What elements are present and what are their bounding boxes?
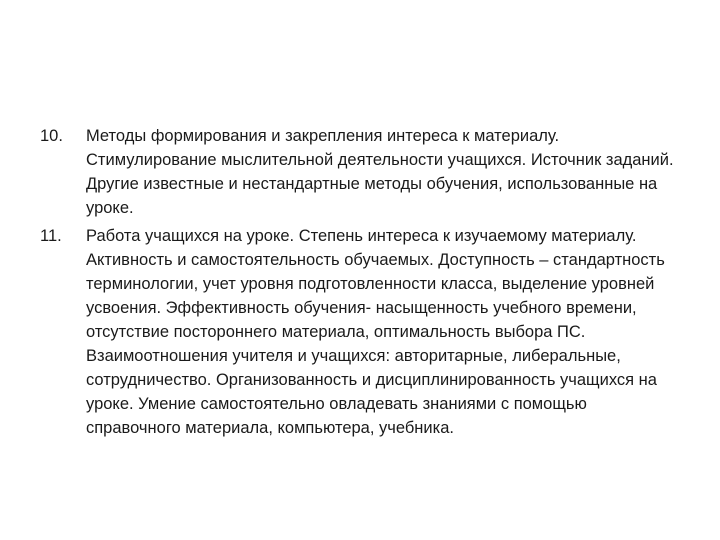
list-item-number: 11. [40, 227, 62, 245]
list-item-text: Методы формирования и закрепления интереса к материалу. Стимулирование мыслительной деятельности учащихся. Источник заданий. Другие известные и нестандартные методы обучения, использованные на уроке. [86, 127, 674, 217]
list-item-11 [40, 224, 690, 440]
list-item-number: 10. [40, 127, 63, 145]
list-item-10 [40, 124, 690, 220]
list-item-text: Работа учащихся на уроке. Степень интереса к изучаемому материалу. Активность и самостоятельность обучаемых. Доступность – стандартность терминологии, учет уровня подготовленности класса, выделение уровней усвоения. Эффективность обучения- насыщенность учебного времени, отсутствие постороннего материала, оптимальность выбора ПС. Взаимоотношения учителя и учащихся: авторитарные, либеральные, сотрудничество. Организованность и дисциплинированность учащихся на уроке. Умение самостоятельно овладевать знаниями с помощью справочного материала, компьютера, учебника. [86, 227, 665, 437]
numbered-list [40, 124, 690, 444]
